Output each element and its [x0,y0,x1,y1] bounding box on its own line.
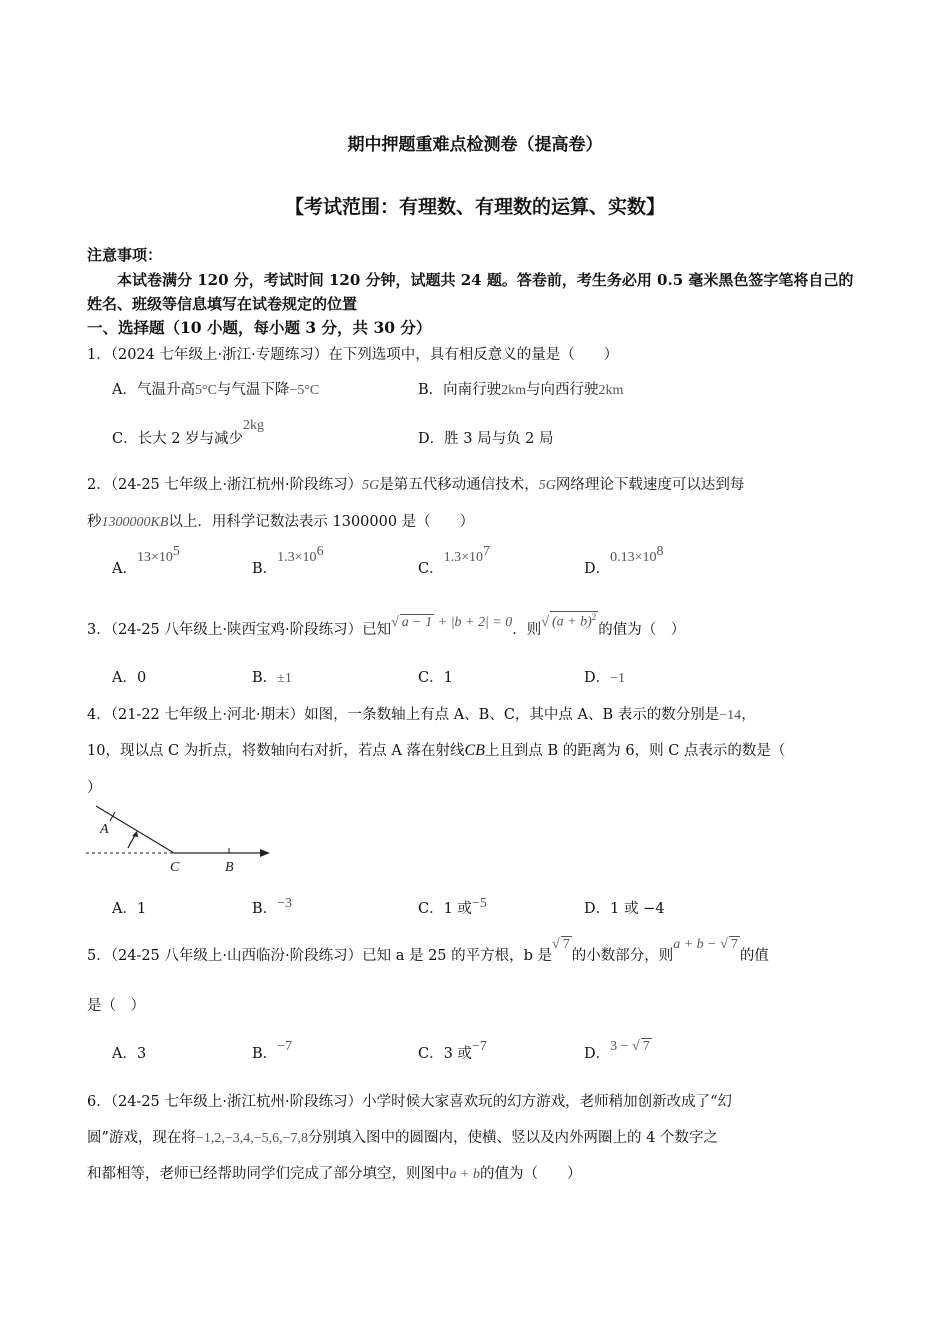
label-c: C [170,860,180,875]
notice-text: 本试卷满分 120 分，考试时间 120 分钟，试题共 24 题。答卷前，考生务必用 0.5 毫米黑色签字笔将自己的姓名、班级等信息填写在试卷规定的位置 [87,271,854,313]
q5-stem-line2: 是（ ） [87,998,145,1014]
q2-option-d: D．$0.13\times 10^8$ [584,544,664,577]
label-b: B [225,860,234,875]
exam-title: 期中押题重难点检测卷（提高卷） [347,135,603,155]
q1-option-a: A．气温升高5°C与气温下降−5°C [112,382,320,398]
q1-stem: 1．（2024 七年级上·浙江·专题练习）在下列选项中，具有相反意义的量是（ ） [87,347,619,363]
q2-option-b: B．$1.3\times 10^6$ [252,544,324,577]
arrow-head [260,849,270,857]
q1-option-d: D．胜 3 局与负 2 局 [418,431,554,447]
q5-option-c: C．3 或−7 [418,1039,487,1062]
q4-option-a: A．1 [112,901,147,917]
q3-option-a: A．0 [112,670,147,686]
q4-option-b: B．−3 [252,896,293,917]
q1-option-c: C．长大 2 岁与减少2kg [112,418,265,447]
q3-option-b: B．±1 [252,670,292,686]
q4-option-d: D．1 或 −4 [584,901,665,917]
label-a: A [100,822,109,837]
q3-option-c: C．1 [418,670,453,686]
q4-option-c: C．1 或−5 [418,896,487,917]
q2-option-a: A．$13\times 10^5$ [112,544,180,577]
q1-option-b: B．向南行驶2km与向西行驶2km [418,382,624,398]
section-heading: 一、选择题（10 小题，每小题 3 分，共 30 分） [87,318,432,337]
q6-stem-line2: 圆”游戏，现在将−1,2,−3,4,−5,6,−7,8分别填入图中的圆圈内，使横、竖以及内外两圈上的 4 个数字之 [87,1130,718,1146]
exam-scope: 【考试范围：有理数、有理数的运算、实数】 [284,196,665,218]
notice-heading: 注意事项： [87,246,163,264]
q4-number-line-figure [84,800,284,880]
q6-stem-line3: 和都相等，老师已经帮助同学们完成了部分填空，则图中a + b的值为（ ） [87,1166,582,1182]
q6-stem-line1: 6．（24-25 七年级上·浙江杭州·阶段练习）小学时候大家喜欢玩的幻方游戏，老师稍加创新改成了“幻 [87,1094,733,1110]
q4-stem-line3: ） [87,780,102,796]
q3-stem: 3．（24-25 八年级上·陕西宝鸡·阶段练习）已知√ a − 1 + |b + 2| = 0．则√ $(a + b)^2$的值为（ ） [87,612,686,638]
q5-option-d: D．3 − √ 7 [584,1039,650,1062]
q3-option-d: D．−1 [584,670,626,686]
q4-stem-line2: 10，现以点 C 为折点，将数轴向右对折，若点 A 落在射线CB上且到点 B 的距离为 6，则 C 点表示的数是（ [87,742,786,759]
q5-option-b: B．−7 [252,1039,293,1062]
q2-stem-line2: 秒1300000KB以上．用科学记数法表示 1300000 是（ ） [87,514,475,530]
q2-option-c: C．$1.3\times 10^7$ [418,544,491,577]
q5-stem-line1: 5．（24-25 八年级上·山西临汾·阶段练习）已知 a 是 25 的平方根，b 是√ 7的小数部分，则a + b − √ 7的值 [87,937,769,964]
fold-arrow-head [132,831,138,837]
q4-stem-line1: 4．（21-22 七年级上·河北·期末）如图，一条数轴上有点 A、B、C，其中点 A、B 表示的数分别是−14， [87,707,756,723]
q2-stem-line1: 2．（24-25 七年级上·浙江杭州·阶段练习）5G是第五代移动通信技术，5G网络理论下载速度可以达到每 [87,477,745,493]
q5-option-a: A．3 [112,1046,147,1062]
